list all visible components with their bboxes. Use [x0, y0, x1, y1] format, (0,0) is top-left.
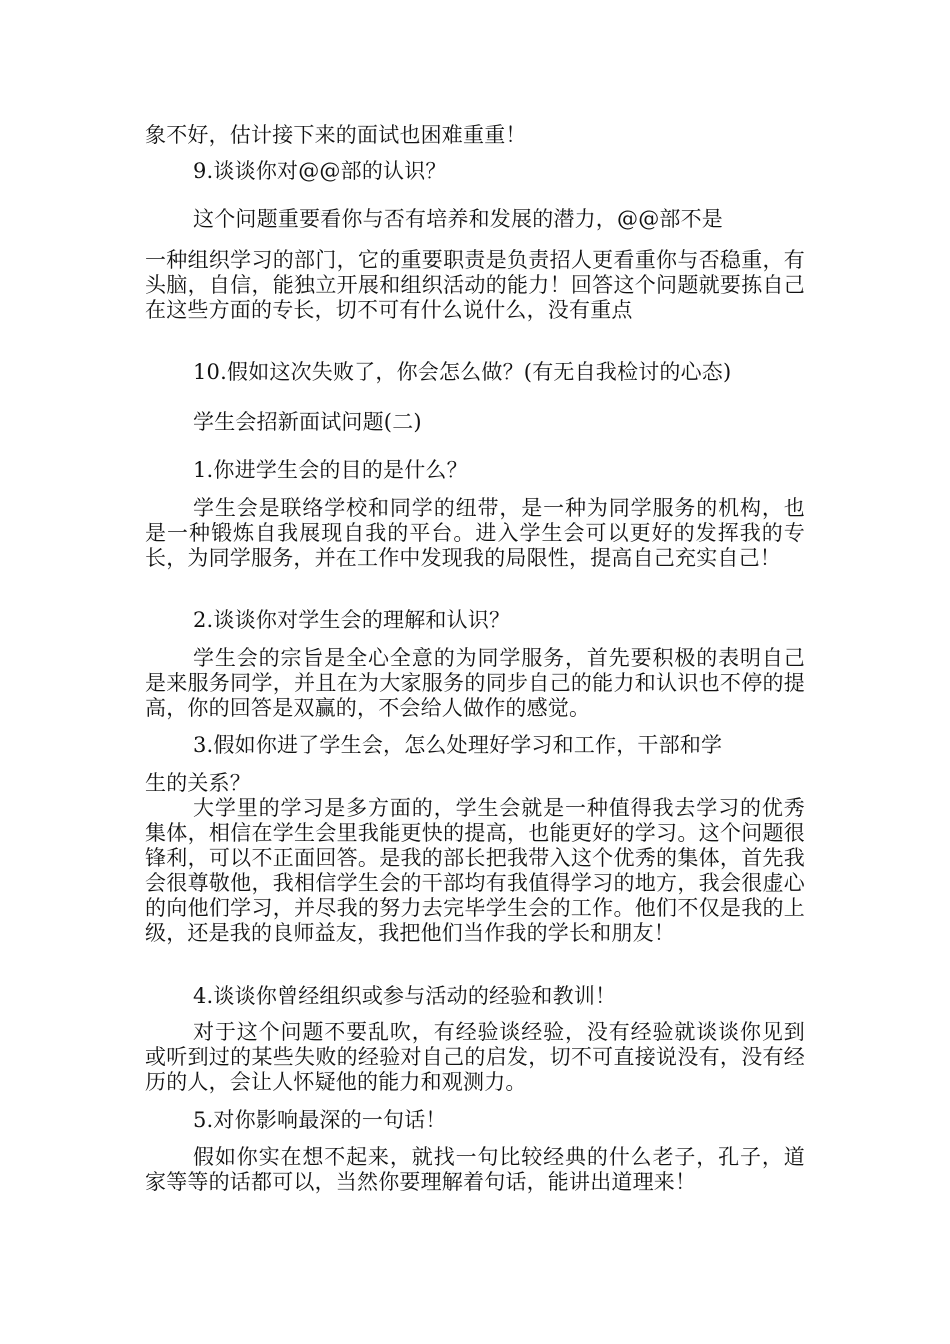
question-3-heading-line-1: 3.假如你进了学生会，怎么处理好学习和工作，干部和学 [193, 733, 723, 757]
question-10-heading: 10.假如这次失败了，你会怎么做？(有无自我检讨的心态) [193, 360, 732, 384]
answer-9-body: 一种组织学习的部门，它的重要职责是负责招人更看重你与否稳重，有头脑，自信，能独立开展和组织活动的能力！回答这个问题就要拣自己在这些方面的专长，切不可有什么说什么，没有重点 [145, 248, 805, 322]
answer-1-body: 学生会是联络学校和同学的纽带，是一种为同学服务的机构，也是一种锻炼自我展现自我的平台。进入学生会可以更好的发挥我的专长，为同学服务，并在工作中发现我的局限性，提高自己充实自己！ [145, 496, 805, 570]
question-9-heading: 9.谈谈你对@@部的认识？ [193, 159, 447, 183]
answer-5-body: 假如你实在想不起来，就找一句比较经典的什么老子，孔子，道家等等的话都可以，当然你要理解着句话，能讲出道理来！ [145, 1145, 805, 1194]
question-4-heading: 4.谈谈你曾经组织或参与活动的经验和教训！ [193, 984, 617, 1008]
question-5-heading: 5.对你影响最深的一句话！ [193, 1108, 447, 1132]
question-2-heading: 2.谈谈你对学生会的理解和认识？ [193, 608, 511, 632]
question-3-heading-line-2: 生的关系？ [145, 771, 251, 795]
question-1-heading: 1.你进学生会的目的是什么？ [193, 458, 468, 482]
answer-3-body: 大学里的学习是多方面的，学生会就是一种值得我去学习的优秀集体，相信在学生会里我能更快的提高，也能更好的学习。这个问题很锋利，可以不正面回答。是我的部长把我带入这个优秀的集体，首先我会很尊敬他，我相信学生会的干部均有我值得学习的地方，我会很虚心的向他们学习，并尽我的努力去完毕学生会的工作。他们不仅是我的上级，还是我的良师益友，我把他们当作我的学长和朋友！ [145, 796, 805, 945]
section-title: 学生会招新面试问题(二) [193, 410, 422, 434]
answer-4-body: 对于这个问题不要乱吹，有经验谈经验，没有经验就谈谈你见到或听到过的某些失败的经验对自己的启发，切不可直接说没有，没有经历的人，会让人怀疑他的能力和观测力。 [145, 1020, 805, 1094]
paragraph-continuation: 象不好，估计接下来的面试也困难重重！ [145, 123, 527, 147]
answer-2-body: 学生会的宗旨是全心全意的为同学服务，首先要积极的表明自己是来服务同学，并且在为大家服务的同步自己的能力和认识也不停的提高，你的回答是双赢的，不会给人做作的感觉。 [145, 646, 805, 720]
answer-9-line-1: 这个问题重要看你与否有培养和发展的潜力，@@部不是 [193, 207, 723, 231]
